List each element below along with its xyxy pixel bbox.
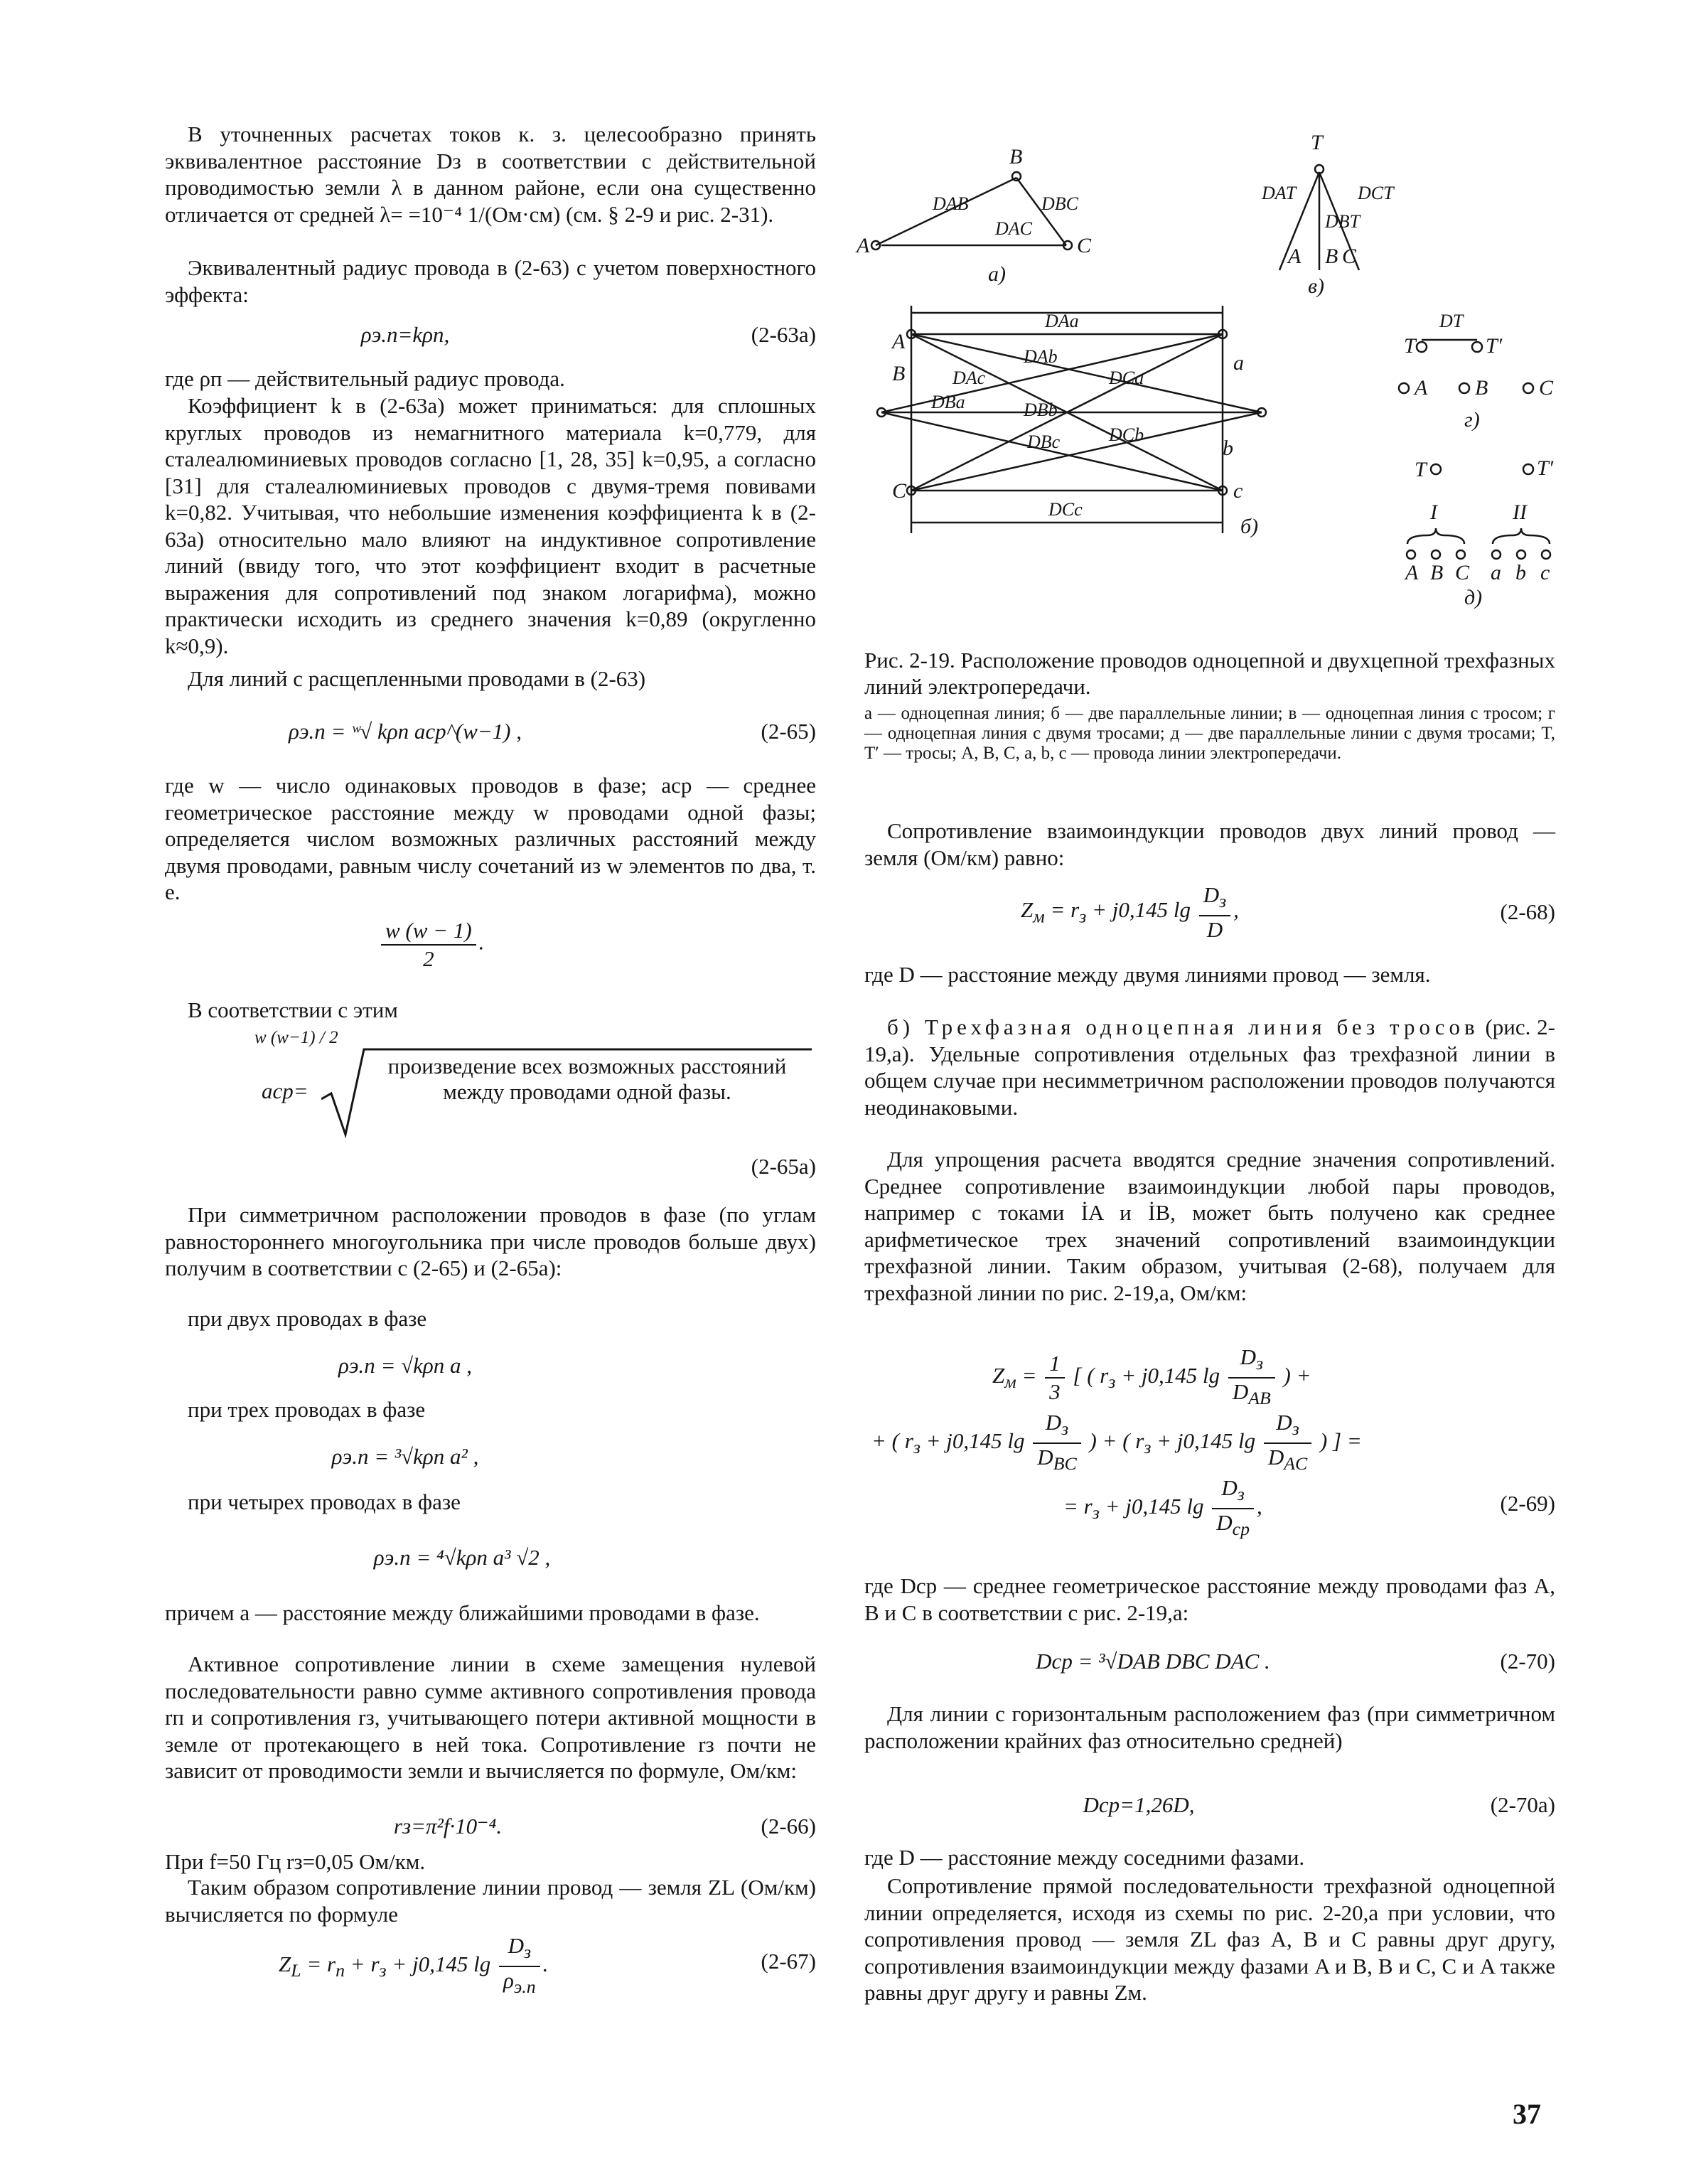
label-A: A: [1405, 561, 1419, 584]
label-tag-d: д): [1464, 586, 1483, 609]
label-DAC: DAC: [995, 218, 1032, 239]
paragraph: Сопротивление взаимоиндукции проводов двух линий провод — земля (Ом/км) равно:: [864, 818, 1555, 870]
label-c: c: [1233, 479, 1243, 503]
paragraph: Сопротивление прямой последовательности трехфазной одноцепной линии определяется, исходя из схемы по рис. 2-20,а при условии, что сопротивления провод — земля ZL фаз A, B и C равны друг другу, сопротивления взаимоиндукции между фазами A и B, B и C, C и A также равны друг другу и равны Zм.: [864, 1873, 1555, 2005]
label-DCT: DCT: [1358, 183, 1394, 203]
paragraph: где D — расстояние между двумя линиями провод — земля.: [864, 962, 1431, 987]
label-DAc: DAc: [952, 368, 986, 388]
paragraph: где D — расстояние между соседними фазами.: [864, 1845, 1305, 1870]
equation-four-wires: ρэ.п = ⁴√kρп a³ √2 ,: [373, 1545, 551, 1570]
paragraph: В соответствии с этим: [188, 997, 398, 1022]
label-DAa: DAa: [1045, 311, 1079, 331]
label-T-prime: T′: [1486, 334, 1503, 358]
label-A: A: [1415, 376, 1428, 400]
paragraph: Для линии с горизонтальным расположением фаз (при симметричном расположении крайних фаз относительно средней): [864, 1701, 1555, 1753]
paragraph: где ρп — действительный радиус провода.: [165, 366, 565, 391]
label-DAT: DAT: [1262, 183, 1297, 203]
equation-2-65: ρэ.п = ʷ√ kρп aср^(w−1) , (2-65): [288, 719, 816, 744]
label-C: C: [1455, 561, 1470, 584]
equation-two-wires: ρэ.п = √kρп a ,: [338, 1353, 473, 1378]
equation-2-69: $Z_м$ = $\frac{1}{3}$ [ ( $r_з + j0,145$ lg $\frac{D_з}{D_{AB}}$ ) + + ( $r_з + j0,145$ lg $\frac{D_з}{D_{BC}}$ ) + ( $r_з + j0,145$ lg $\frac{D_з}{D_{AC}}$ ) ] = = $r_з + j0,145$ lg $\frac{D_з}{D_{ср}}$ , (2-69): [871, 1344, 1555, 1539]
equation-2-70a: Dср=1,26D, (2-70а): [1083, 1792, 1555, 1817]
paragraph: где Dср — среднее геометрическое расстояние между проводами фаз A, B и C в соответствии с рис. 2-19,а:: [864, 1573, 1555, 1625]
page-number: 37: [1513, 2098, 1541, 2130]
label-a: a: [1233, 351, 1244, 375]
label-A: A: [892, 330, 906, 353]
label-tag-a: а): [988, 262, 1006, 286]
equation-2-70: Dср = ³√DAB DBC DAC . (2-70): [1036, 1649, 1555, 1674]
label-DBb: DBb: [1024, 400, 1058, 420]
label-A: A: [1288, 245, 1301, 268]
paragraph: Активное сопротивление линии в схеме замещения нулевой последовательности равно сумме активного сопротивления провода rп и сопротивления rз, учитывающего потери активной мощности в земле от протекающего в ней тока. Сопротивление rз почти не зависит от проводимости земли и вычисляется по формуле, Ом/км:: [165, 1652, 816, 1783]
paragraph: Для упрощения расчета вводятся средние значения сопротивлений. Среднее сопротивление взаимоиндукции любой пары проводов, например с токами İA и İB, может быть получено как среднее арифметическое трех значений сопротивлений взаимоиндукции трехфазной линии. Таким образом, учитывая (2-68), получаем для трехфазной линии по рис. 2-19,а, Ом/км:: [864, 1147, 1555, 1305]
paragraph: В уточненных расчетах токов к. з. целесообразно принять эквивалентное расстояние Dз в соответствии с действительной проводимостью земли λ в данном районе, если она существенно отличается от средней λ= =10⁻⁴ 1/(Ом·см) (см. § 2-9 и рис. 2-31).: [165, 122, 816, 227]
label-DCb: DCb: [1109, 424, 1144, 445]
label-B: B: [1009, 145, 1023, 168]
label-T: T: [1404, 334, 1416, 358]
label-II: II: [1513, 500, 1527, 524]
paragraph: при трех проводах в фазе: [188, 1397, 426, 1422]
paragraph: при двух проводах в фазе: [188, 1306, 427, 1331]
paragraph: Коэффициент k в (2-63а) может приниматься: для сплошных круглых проводов из немагнитного материала k=0,779, для сталеалюминиевых проводов согласно [1, 28, 35] k=0,95, а согласно [31] для сталеалюминиевых проводов с двумя-тремя повивами k=0,82. Учитывая, что небольшие изменения коэффициента k в (2-63а) относительно мало влияют на индуктивное сопротивление линий (ввиду того, что этот коэффициент входит в расчетные выражения для сопротивлений под знаком логарифма), можно практически исходить из среднего значения k=0,89 (округленно k≈0,9).: [165, 393, 816, 658]
paragraph: Для линий с расщепленными проводами в (2-63): [188, 666, 646, 691]
paragraph: При симметричном расположении проводов в фазе (по углам равностороннего многоугольника при числе проводов больше двух) получим в соответствии с (2-65) и (2-65а):: [165, 1202, 816, 1280]
paragraph: при четырех проводах в фазе: [188, 1489, 461, 1514]
label-DBC: DBC: [1041, 193, 1078, 214]
label-C: C: [892, 479, 907, 503]
label-DCa: DCa: [1109, 368, 1144, 388]
combinations-fraction: $\frac{w (w - 1)}{2}$ .: [378, 917, 484, 972]
label-C: C: [1539, 376, 1554, 400]
paragraph: б) Трехфазная одноцепная линия без тросов (рис. 2-19,а). Удельные сопротивления отдельных фаз трехфазной линии в общем случае при несимметричном расположении проводов получаются неодинаковыми.: [864, 1015, 1556, 1120]
equation-2-67: $Z_L = r_п + r_з + j0,145$ lg $\frac{D_з}{\rho_{э.п}}$ .: [279, 1933, 549, 1997]
figure-caption-legend: а — одноцепная линия; б — две параллельные линии; в — одноцепная линия с тросом; г — одноцепная линия с двумя тросами; д — две параллельные линии с двумя тросами; T, T′ — тросы; A, B, C, a, b, c — провода линии электропередачи.: [864, 704, 1555, 763]
label-DAb: DAb: [1024, 346, 1058, 367]
label-T-prime: T′: [1537, 456, 1554, 480]
label-B: B: [1475, 376, 1488, 400]
paragraph: Эквивалентный радиус провода в (2-63) с учетом поверхностного эффекта:: [165, 255, 816, 307]
figure-caption-title: Рис. 2-19. Расположение проводов одноцепной и двухцепной трехфазных линий электропередачи.: [864, 648, 1555, 699]
label-C: C: [1342, 245, 1357, 268]
label-I: I: [1430, 500, 1437, 524]
label-DT: DT: [1439, 311, 1464, 331]
label-DCc: DCc: [1048, 499, 1083, 520]
label-DAB: DAB: [933, 193, 969, 214]
label-B: B: [1430, 561, 1444, 584]
equation-2-68: $Z_м = r_з + j0,145$ lg $\frac{D_з}{D}$ ,: [1021, 882, 1239, 942]
label-B: B: [1325, 245, 1338, 268]
paragraph: Таким образом сопротивление линии провод — земля ZL (Ом/км) вычисляется по формуле: [165, 1875, 816, 1927]
label-b: b: [1515, 561, 1526, 584]
label-C: C: [1077, 234, 1092, 257]
label-B: B: [892, 362, 906, 385]
label-DBT: DBT: [1325, 211, 1360, 232]
equation-2-65a: aср= w (w−1) / 2 произведение всех возможных расстояний между проводами одной фазы. (2-65а): [165, 1028, 816, 1184]
equation-2-66: rз=π²f·10⁻⁴. (2-66): [393, 1814, 816, 1838]
label-A: A: [857, 234, 870, 257]
label-T: T: [1415, 458, 1427, 481]
equation-2-63a: ρэ.п=kρп, (2-63а): [360, 322, 816, 347]
label-a: a: [1491, 561, 1501, 584]
label-DBa: DBa: [931, 392, 965, 412]
label-DBc: DBc: [1027, 432, 1061, 452]
label-T: T: [1311, 135, 1323, 154]
label-tag-b: б): [1240, 515, 1259, 538]
label-tag-g: г): [1464, 408, 1480, 432]
figure-2-19: [853, 135, 1599, 633]
label-b: b: [1223, 437, 1233, 460]
equation-three-wires: ρэ.п = ³√kρп a² ,: [331, 1444, 479, 1469]
paragraph: причем a — расстояние между ближайшими проводами в фазе.: [165, 1600, 760, 1625]
label-tag-v: в): [1308, 274, 1325, 298]
label-c: c: [1540, 561, 1550, 584]
paragraph: где w — число одинаковых проводов в фазе; aср — среднее геометрическое расстояние между w проводами одной фазы; определяется числом возможных различных расстояний между двумя проводами, равным числу сочетаний из w элементов по два, т. е.: [165, 773, 816, 904]
paragraph: При f=50 Гц rз=0,05 Ом/км.: [165, 1849, 426, 1874]
